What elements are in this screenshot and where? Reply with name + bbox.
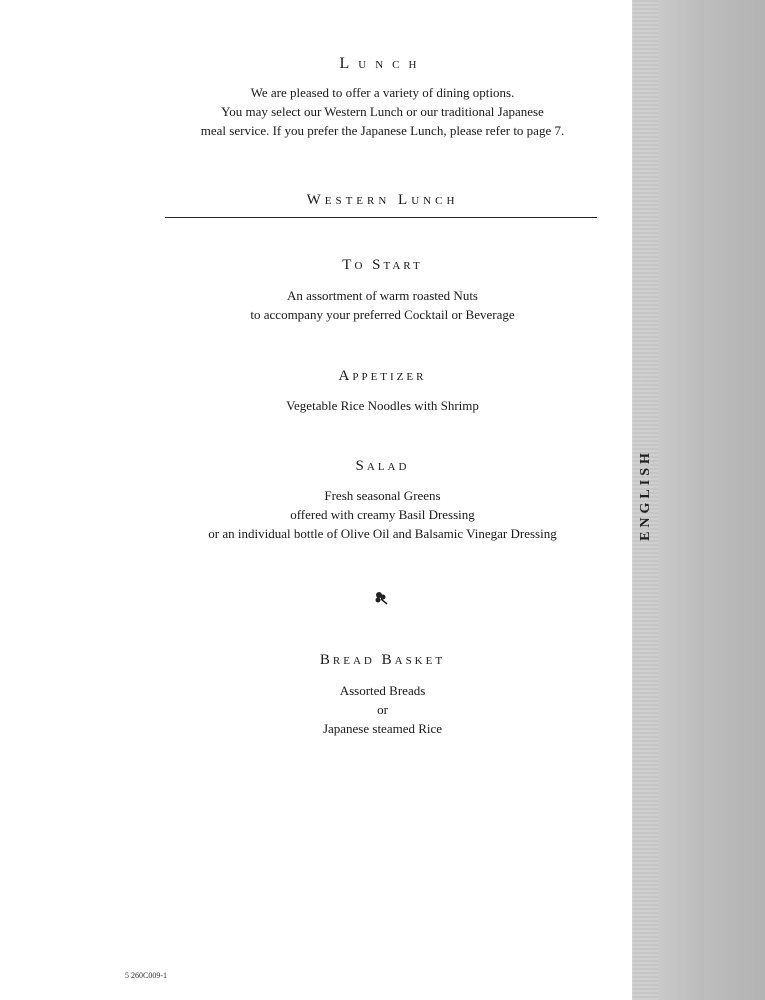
- to-start-line-2: to accompany your preferred Cocktail or Beverage: [250, 307, 515, 322]
- salad-line-1: Fresh seasonal Greens: [324, 488, 441, 503]
- footer-print-code: 5 260C009-1: [125, 971, 167, 980]
- lunch-title: Lunch: [339, 55, 426, 72]
- section-divider: [165, 217, 597, 218]
- lunch-intro-line-3: meal service. If you prefer the Japanese Lunch, please refer to page 7.: [200, 123, 565, 138]
- salad-title: Salad: [355, 458, 410, 474]
- salad-line-3: or an individual bottle of Olive Oil and Balsamic Vinegar Dressing: [208, 526, 557, 541]
- to-start-line-1: An assortment of warm roasted Nuts: [287, 288, 478, 303]
- side-tab-label: ENGLISH: [638, 449, 653, 541]
- bread-line-3: Japanese steamed Rice: [322, 721, 443, 736]
- bread-line-1: Assorted Breads: [339, 683, 426, 698]
- western-lunch-title: Western Lunch: [306, 192, 459, 208]
- salad-line-2: offered with creamy Basil Dressing: [290, 507, 475, 522]
- appetizer-title: Appetizer: [338, 368, 427, 384]
- floral-ornament-icon: [373, 590, 389, 606]
- lunch-intro-line-2: You may select our Western Lunch or our traditional Japanese: [221, 104, 544, 119]
- bread-basket-title: Bread Basket: [319, 652, 446, 668]
- to-start-title: To Start: [342, 257, 423, 273]
- bread-line-2: or: [377, 702, 388, 717]
- lunch-intro-line-1: We are pleased to offer a variety of dining options.: [250, 85, 515, 100]
- appetizer-line-1: Vegetable Rice Noodles with Shrimp: [286, 398, 479, 413]
